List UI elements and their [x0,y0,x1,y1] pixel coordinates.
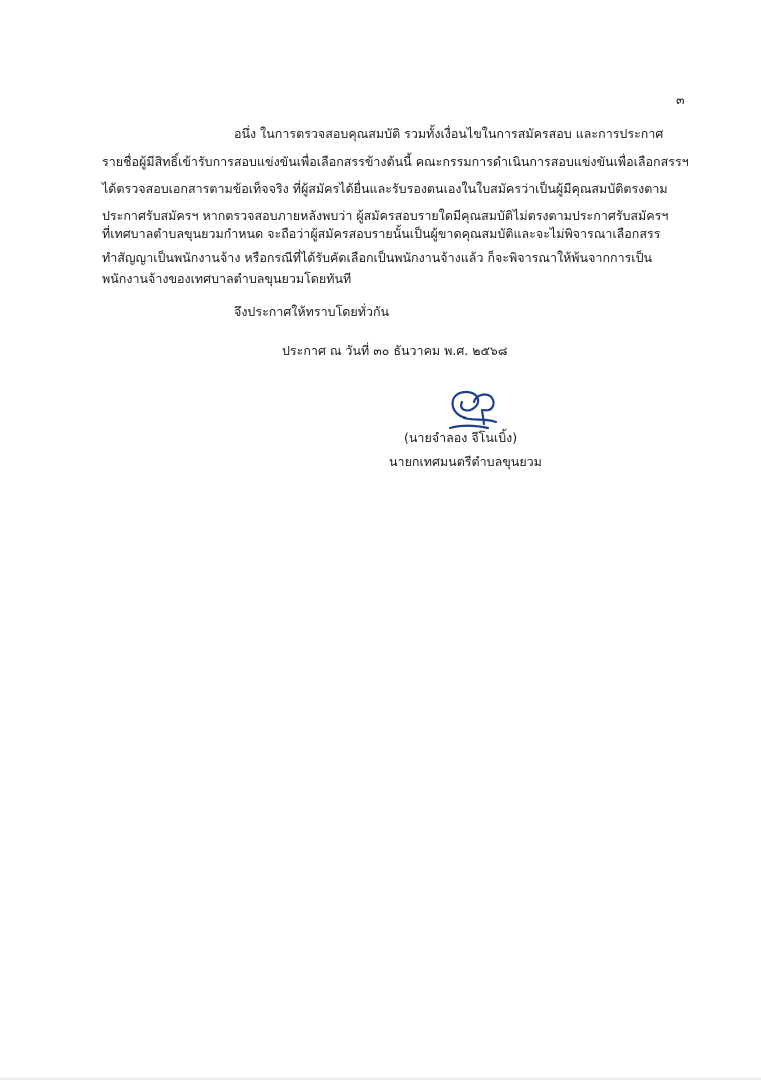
paragraph-line-4: ประกาศรับสมัครฯ หากตรวจสอบภายหลังพบว่า ผู้สมัครสอบรายใดมีคุณสมบัติไม่ตรงตามประกาศรับสมัครฯ [102,208,669,223]
paragraph-line-2: รายชื่อผู้มีสิทธิ์เข้ารับการสอบแข่งขันเพื่อเลือกสรรข้างต้นนี้ คณะกรรมการดำเนินการสอบแข่งขันเพื่อเลือกสรรฯ [102,154,689,169]
paragraph-line-3: ได้ตรวจสอบเอกสารตามข้อเท็จจริง ที่ผู้สมัครได้ยื่นและรับรองตนเองในใบสมัครว่าเป็นผู้มีคุณสมบัติตรงตาม [102,181,668,196]
page-number: ๓ [676,92,685,107]
scan-edge [0,1076,761,1080]
paragraph-line-7: พนักงานจ้างของเทศบาลตำบลขุนยวมโดยทันที [102,271,352,286]
signer-title: นายกเทศมนตรีตำบลขุนยวม [389,454,542,469]
signer-name: (นายจำลอง จีโนเบิ้ง) [404,430,518,445]
signature-image [444,388,504,434]
paragraph-line-1: อนึ่ง ในการตรวจสอบคุณสมบัติ รวมทั้งเงื่อนไขในการสมัครสอบ และการประกาศ [234,126,664,141]
paragraph-line-5: ที่เทศบาลตำบลขุนยวมกำหนด จะถือว่าผู้สมัครสอบรายนั้นเป็นผู้ขาดคุณสมบัติและจะไม่พิจารณาเลือกสรร [102,226,661,241]
closing-statement: จึงประกาศให้ทราบโดยทั่วกัน [234,304,390,319]
paragraph-line-6: ทำสัญญาเป็นพนักงานจ้าง หรือกรณีที่ได้รับคัดเลือกเป็นพนักงานจ้างแล้ว ก็จะพิจารณาให้พ้นจากการเป็น [102,250,653,265]
announcement-date: ประกาศ ณ วันที่ ๓๐ ธันวาคม พ.ศ. ๒๕๖๘ [282,343,508,358]
